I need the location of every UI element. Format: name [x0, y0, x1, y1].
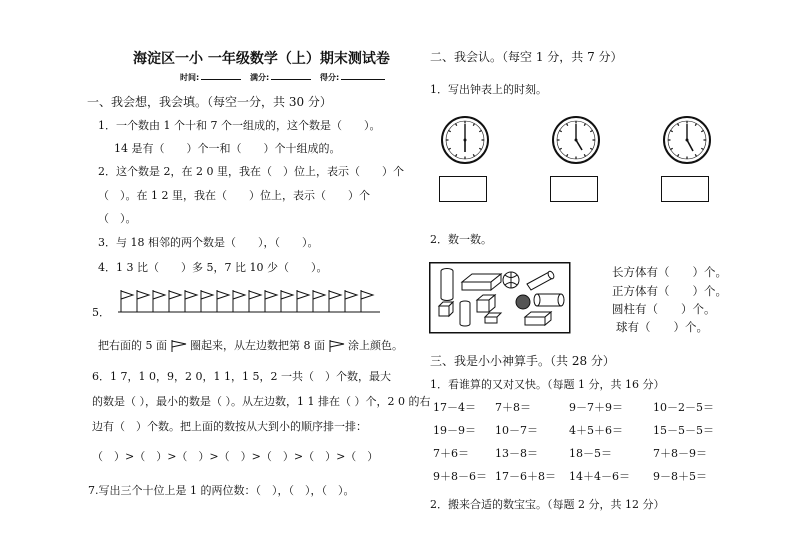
section3-heading: 三、我是小小神算手。（共 28 分）	[430, 354, 615, 368]
count-cylinder: 圆柱有（ ）个。	[612, 302, 716, 316]
score-label: 满分:	[250, 73, 270, 82]
got-label: 得分:	[320, 73, 340, 82]
equation: 9－7＋9＝	[569, 401, 623, 414]
flag	[153, 291, 165, 299]
page-title: 海淀区一小 一年级数学（上）期末测试卷	[133, 51, 390, 67]
equation: 13－8＝	[495, 447, 538, 460]
q5-number: 5．	[92, 306, 110, 319]
q2a: 2．这个数是 2，在 2 0 里，我在（ ）位上，表示（ ）个	[98, 165, 404, 178]
equation: 17－4＝	[433, 401, 476, 414]
flag	[169, 291, 181, 299]
q5-text-c: 涂上颜色。	[348, 339, 403, 352]
flag	[185, 291, 197, 299]
count-sphere: 球有（ ）个。	[616, 320, 708, 334]
equation: 9＋8－6＝	[433, 470, 487, 483]
flag	[361, 291, 373, 299]
flag	[249, 291, 261, 299]
q3: 3．与 18 相邻的两个数是（ ），（ ）。	[98, 236, 319, 249]
q5-text-b: 圈起来，从左边数把第 8 面	[190, 339, 325, 352]
section2-heading: 二、我会认。（每空 1 分，共 7 分）	[430, 50, 623, 64]
count-cuboid: 长方体有（ ）个。	[612, 265, 727, 279]
clock-icon	[440, 115, 490, 165]
q1b: 14 是有（ ）个一和（ ）个十组成的。	[114, 142, 341, 155]
clock-icon	[551, 115, 601, 165]
section3-q1: 1．看谁算的又对又快。（每题 1 分，共 16 分）	[430, 378, 665, 391]
flag	[233, 291, 245, 299]
answer-box[interactable]	[661, 176, 709, 202]
q7: 7.写出三个十位上是 1 的两位数：（ ），（ ），（ ）。	[88, 484, 355, 497]
equation: 18－5＝	[569, 447, 612, 460]
q6b: 的数是（ ），最小的数是（ ）。从左边数，1 1 排在（ ）个，2 0 的右	[92, 395, 431, 408]
header-meta	[180, 72, 385, 83]
flag	[329, 291, 341, 299]
flag-icon	[171, 340, 187, 352]
flag	[281, 291, 293, 299]
q1a: 1．一个数由 1 个十和 7 个一组成的，这个数是（ ）。	[98, 119, 381, 132]
flag	[345, 291, 357, 299]
equation: 7＋8－9＝	[653, 447, 707, 460]
equation: 10－7＝	[495, 424, 538, 437]
equation: 10－2－5＝	[653, 401, 714, 414]
clock-icon	[662, 115, 712, 165]
shapes-illustration	[429, 262, 571, 334]
count-cube: 正方体有（ ）个。	[612, 284, 727, 298]
q6c: 边有（ ）个数。把上面的数按从大到小的顺序排一排：	[92, 420, 367, 433]
flag	[217, 291, 229, 299]
flag	[297, 291, 309, 299]
section2-q1: 1．写出钟表上的时刻。	[430, 83, 547, 96]
section3-q2: 2．搬来合适的数宝宝。（每题 2 分，共 12 分）	[430, 498, 665, 511]
q6d: （ ）>（ ）>（ ）>（ ）>（ ）>（ ）>（ ）	[92, 450, 379, 463]
equation: 19－9＝	[433, 424, 476, 437]
q5-text	[98, 337, 403, 353]
q5-text-a: 把右面的 5 面	[98, 339, 167, 352]
equation: 7＋6＝	[433, 447, 469, 460]
q6a: 6．1 7，1 0，9，2 0，1 1，1 5，2 一共（ ）个数，最大	[92, 370, 391, 383]
section2-q2: 2．数一数。	[430, 233, 492, 246]
q2c: （ ）。	[98, 212, 137, 225]
equation: 17－6＋8＝	[495, 470, 556, 483]
equation: 14＋4－6＝	[569, 470, 630, 483]
flag	[121, 291, 133, 299]
equation: 7＋8＝	[495, 401, 531, 414]
flag-icon	[329, 340, 345, 352]
flags-row	[118, 286, 380, 314]
flag	[201, 291, 213, 299]
equation: 9－8＋5＝	[653, 470, 707, 483]
equation: 4＋5＋6＝	[569, 424, 623, 437]
equation: 15－5－5＝	[653, 424, 714, 437]
section1-heading: 一、我会想，我会填。（每空一分，共 30 分）	[87, 95, 332, 109]
q2b: （ ）。在 1 2 里，我在（ ）位上，表示（ ）个	[98, 189, 370, 202]
q4: 4．1 3 比（ ）多 5，7 比 10 少（ ）。	[98, 261, 328, 274]
answer-box[interactable]	[439, 176, 487, 202]
flag	[137, 291, 149, 299]
time-label: 时间:	[180, 73, 200, 82]
flag	[313, 291, 325, 299]
answer-box[interactable]	[550, 176, 598, 202]
flag	[265, 291, 277, 299]
